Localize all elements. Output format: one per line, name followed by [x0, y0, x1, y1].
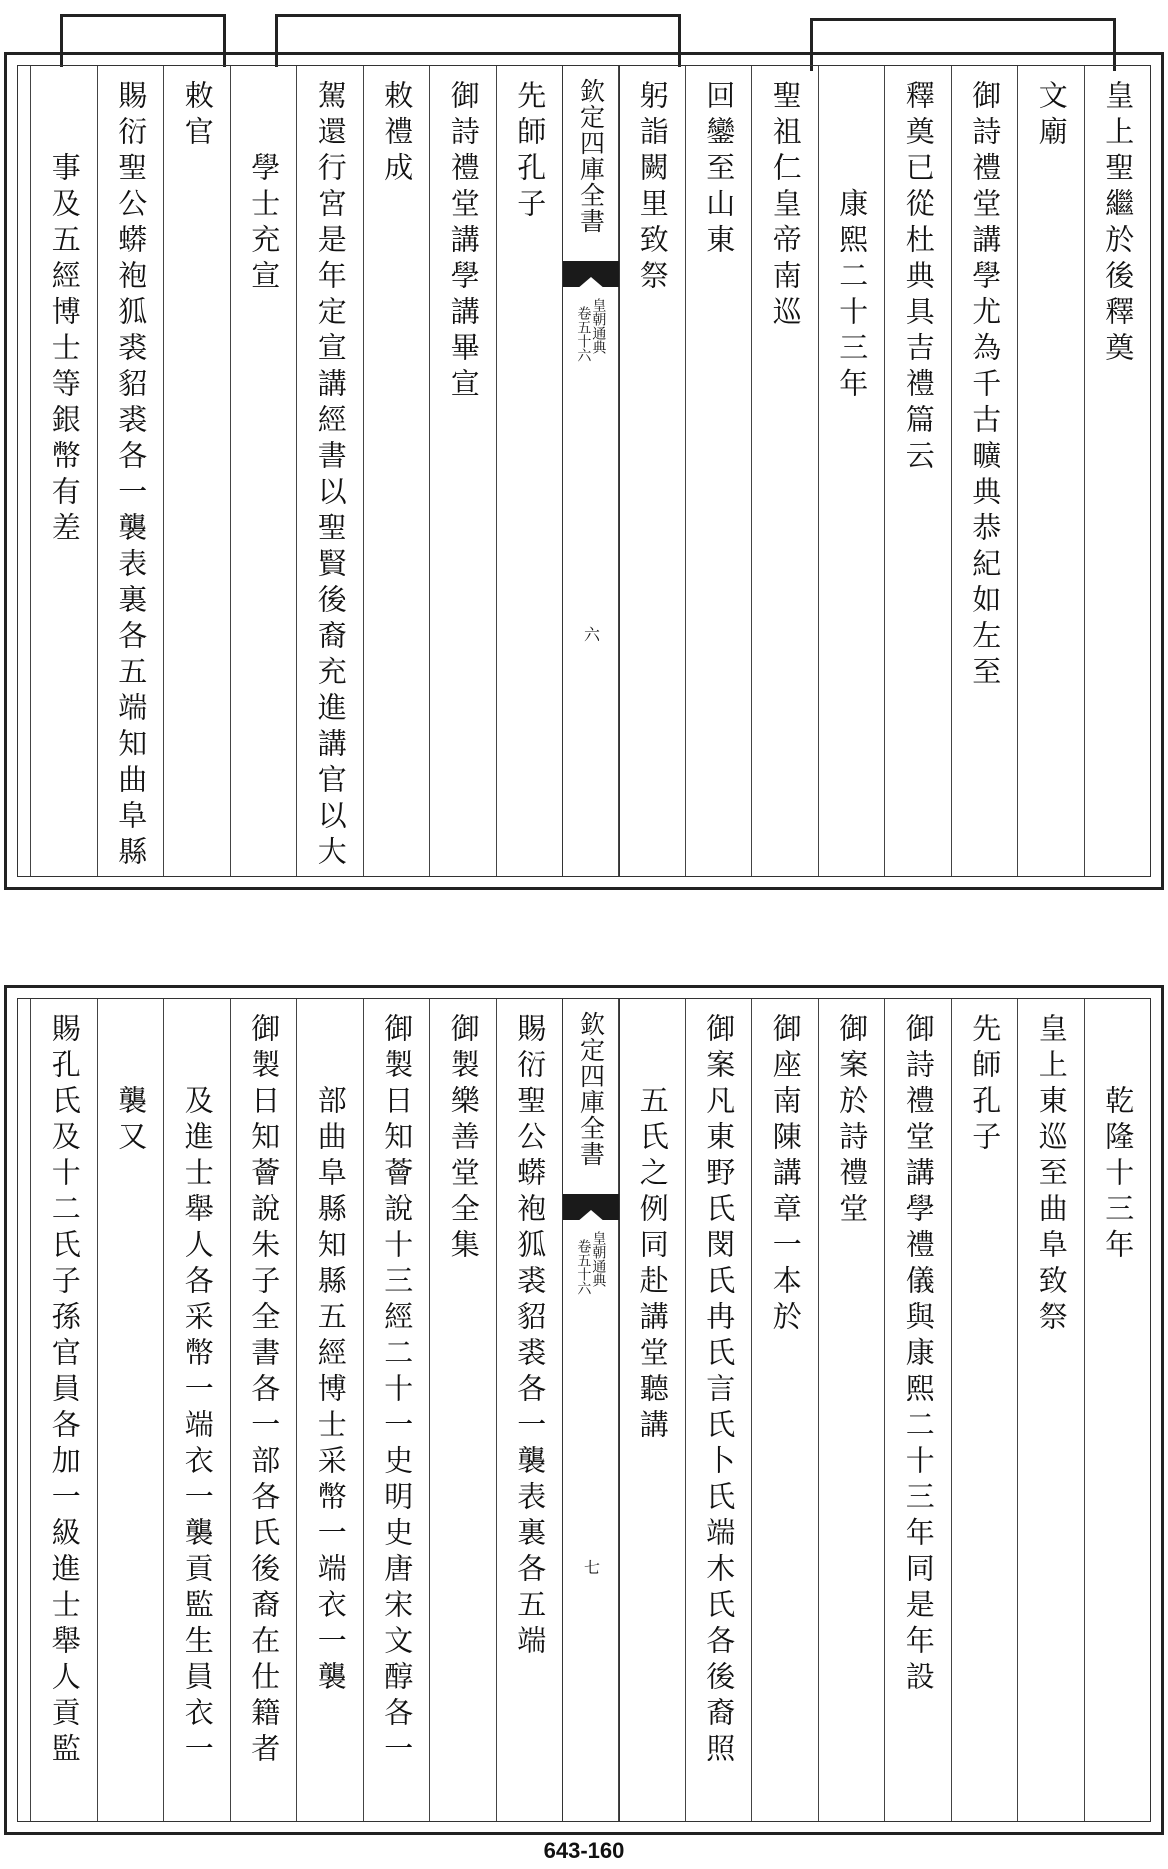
column-right-5: 御案於詩禮堂: [835, 1013, 870, 1229]
text-column: [951, 999, 1019, 1821]
column-right-1: 乾隆十三年: [1101, 1085, 1136, 1265]
text-column: [97, 999, 165, 1821]
text-column: [685, 66, 753, 876]
bottom-page-frame: [17, 998, 1151, 1822]
juan-number: 卷五十六: [575, 1239, 592, 1295]
column-right-4: 釋奠已從杜典具吉禮篇云: [901, 80, 936, 476]
text-column: [818, 66, 886, 876]
column-left-2: 御詩禮堂講學講畢宣: [446, 80, 481, 404]
column-right-3: 御詩禮堂講學尤為千古曠典恭紀如左至: [968, 80, 1003, 692]
column-left-8: 賜孔氏及十二氏子孫官員各加一級進士舉人貢監: [47, 1013, 82, 1769]
column-right-8: 躬詣闕里致祭: [635, 80, 670, 296]
text-column: [496, 999, 564, 1821]
column-left-4: 部曲阜縣知縣五經博士采幣一端衣一襲: [313, 1085, 348, 1697]
top-page-frame: [17, 65, 1151, 877]
text-column: [1017, 66, 1085, 876]
text-column: [163, 999, 231, 1821]
fish-tail-mark: [563, 261, 619, 287]
column-right-2: 文廟: [1034, 80, 1069, 152]
column-left-2: 御製樂善堂全集: [446, 1013, 481, 1265]
text-column: [429, 66, 497, 876]
text-column: [496, 66, 564, 876]
text-column: [97, 66, 165, 876]
column-left-1: 賜衍聖公蟒袍狐裘貂裘各一襲表裏各五端: [513, 1013, 548, 1661]
text-column: [751, 999, 819, 1821]
column-right-5: 康熙二十三年: [835, 188, 870, 404]
page-number: 643-160: [543, 1838, 625, 1863]
column-left-6: 及進士舉人各采幣一端衣一襲貢監生員衣一: [180, 1085, 215, 1769]
text-column: [884, 66, 952, 876]
text-column: [1084, 66, 1152, 876]
text-column: [163, 66, 231, 876]
text-column: [685, 999, 753, 1821]
top-page: [4, 52, 1164, 890]
column-left-5: 御製日知薈說朱子全書各一部各氏後裔在仕籍者: [247, 1013, 282, 1769]
column-left-4: 駕還行宮是年定宣講經書以聖賢後裔充進講官以大: [313, 80, 348, 872]
column-right-3: 先師孔子: [968, 1013, 1003, 1157]
column-right-6: 聖祖仁皇帝南巡: [768, 80, 803, 332]
column-right-4: 御詩禮堂講學禮儀與康熙二十三年同是年設: [901, 1013, 936, 1697]
text-column: [296, 999, 364, 1821]
column-left-7: 賜衍聖公蟒袍狐裘貂裘各一襲表裏各五端知曲阜縣: [114, 80, 149, 872]
column-right-2: 皇上東巡至曲阜致祭: [1034, 1013, 1069, 1337]
column-left-7: 襲又: [114, 1085, 149, 1157]
text-column: [230, 999, 298, 1821]
text-column: [1084, 999, 1152, 1821]
text-column: [30, 66, 98, 876]
leaf-number: 六: [581, 626, 601, 642]
column-right-6: 御座南陳講章一本於: [768, 1013, 803, 1337]
column-left-8: 事及五經博士等銀幣有差: [47, 152, 82, 548]
fish-tail-mark: [563, 1194, 619, 1220]
text-column: [818, 999, 886, 1821]
bottom-page: [4, 985, 1164, 1835]
column-right-8: 五氏之例同赴講堂聽講: [635, 1085, 670, 1445]
section-title: 皇朝通典: [590, 1231, 607, 1287]
text-column: [230, 66, 298, 876]
text-column: [884, 999, 952, 1821]
text-column: [363, 999, 431, 1821]
text-column: [618, 999, 686, 1821]
text-column: [363, 66, 431, 876]
column-left-3: 敕禮成: [380, 80, 415, 188]
column-left-6: 敕官: [180, 80, 215, 152]
text-column: [951, 66, 1019, 876]
text-column: [30, 999, 98, 1821]
column-right-7: 回鑾至山東: [702, 80, 737, 260]
center-gutter: [562, 999, 620, 1821]
text-column: [618, 66, 686, 876]
book-title: 欽定四庫全書: [576, 78, 606, 234]
text-column: [1017, 999, 1085, 1821]
column-left-3: 御製日知薈說十三經二十一史明史唐宋文醇各一: [380, 1013, 415, 1769]
text-column: [296, 66, 364, 876]
column-left-1: 先師孔子: [513, 80, 548, 224]
section-title: 皇朝通典: [590, 298, 607, 354]
text-column: [429, 999, 497, 1821]
column-right-1: 皇上聖繼於後釋奠: [1101, 80, 1136, 368]
center-gutter: [562, 66, 620, 876]
book-title: 欽定四庫全書: [576, 1011, 606, 1167]
text-column: [751, 66, 819, 876]
juan-number: 卷五十六: [575, 306, 592, 362]
column-right-7: 御案凡東野氏閔氏冉氏言氏卜氏端木氏各後裔照: [702, 1013, 737, 1769]
column-left-5: 學士充宣: [247, 152, 282, 296]
leaf-number: 七: [581, 1559, 601, 1575]
